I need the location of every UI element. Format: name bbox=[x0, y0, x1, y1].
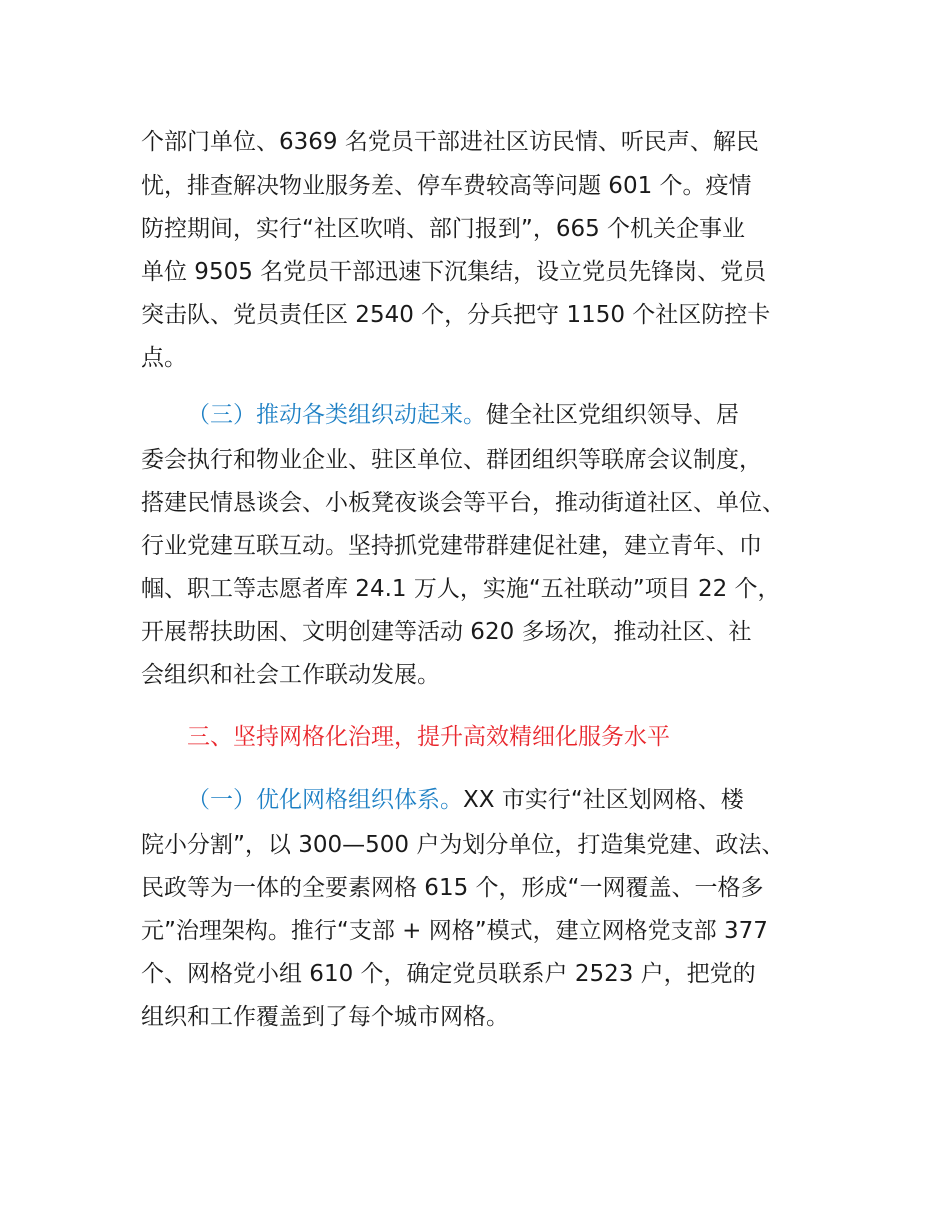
section-heading: 三、坚持网格化治理，提升高效精细化服务水平 bbox=[187, 724, 670, 750]
paragraph-3-line-6: 组织和工作覆盖到了每个城市网格。 bbox=[141, 1004, 509, 1030]
subheading-optimize-grid: （一）优化网格组织体系。 bbox=[187, 787, 463, 813]
subheading-promote-organizations: （三）推动各类组织动起来。 bbox=[187, 402, 486, 428]
paragraph-2-line-2: 委会执行和物业企业、驻区单位、群团组织等联席会议制度， bbox=[141, 447, 762, 473]
paragraph-3-line-3: 民政等为一体的全要素网格 615 个，形成“一网覆盖、一格多 bbox=[141, 875, 764, 901]
paragraph-1-line-6: 点。 bbox=[141, 345, 187, 371]
paragraph-2-line-7: 会组织和社会工作联动发展。 bbox=[141, 662, 440, 688]
paragraph-1-line-2: 忧，排查解决物业服务差、停车费较高等问题 601 个。疫情 bbox=[141, 173, 752, 199]
paragraph-3-line-4: 元”治理架构。推行“支部 + 网格”模式，建立网格党支部 377 bbox=[141, 918, 768, 944]
paragraph-2-line-6: 开展帮扶助困、文明创建等活动 620 多场次，推动社区、社 bbox=[141, 619, 752, 645]
paragraph-2-first-line bbox=[187, 399, 739, 431]
paragraph-3-line-5: 个、网格党小组 610 个，确定党员联系户 2523 户，把党的 bbox=[141, 961, 756, 987]
paragraph-3-line-2: 院小分割”，以 300—500 户为划分单位，打造集党建、政法、 bbox=[141, 832, 785, 858]
paragraph-2-first-line-text: 健全社区党组织领导、居 bbox=[486, 402, 739, 428]
paragraph-2-line-4: 行业党建互联互动。坚持抓党建带群建促社建，建立青年、巾 bbox=[141, 533, 762, 559]
paragraph-1-line-5: 突击队、党员责任区 2540 个，分兵把守 1150 个社区防控卡 bbox=[141, 302, 771, 328]
paragraph-1-line-1: 个部门单位、6369 名党员干部进社区访民情、听民声、解民 bbox=[141, 129, 759, 155]
paragraph-1-line-4: 单位 9505 名党员干部迅速下沉集结，设立党员先锋岗、党员 bbox=[141, 259, 767, 285]
paragraph-3-first-line-text: XX 市实行“社区划网格、楼 bbox=[463, 787, 744, 813]
paragraph-2-line-5: 帼、职工等志愿者库 24.1 万人，实施“五社联动”项目 22 个， bbox=[141, 576, 781, 602]
paragraph-1-line-3: 防控期间，实行“社区吹哨、部门报到”，665 个机关企事业 bbox=[141, 216, 746, 242]
paragraph-3-first-line bbox=[187, 784, 744, 816]
paragraph-2-line-3: 搭建民情恳谈会、小板凳夜谈会等平台，推动街道社区、单位、 bbox=[141, 490, 785, 516]
